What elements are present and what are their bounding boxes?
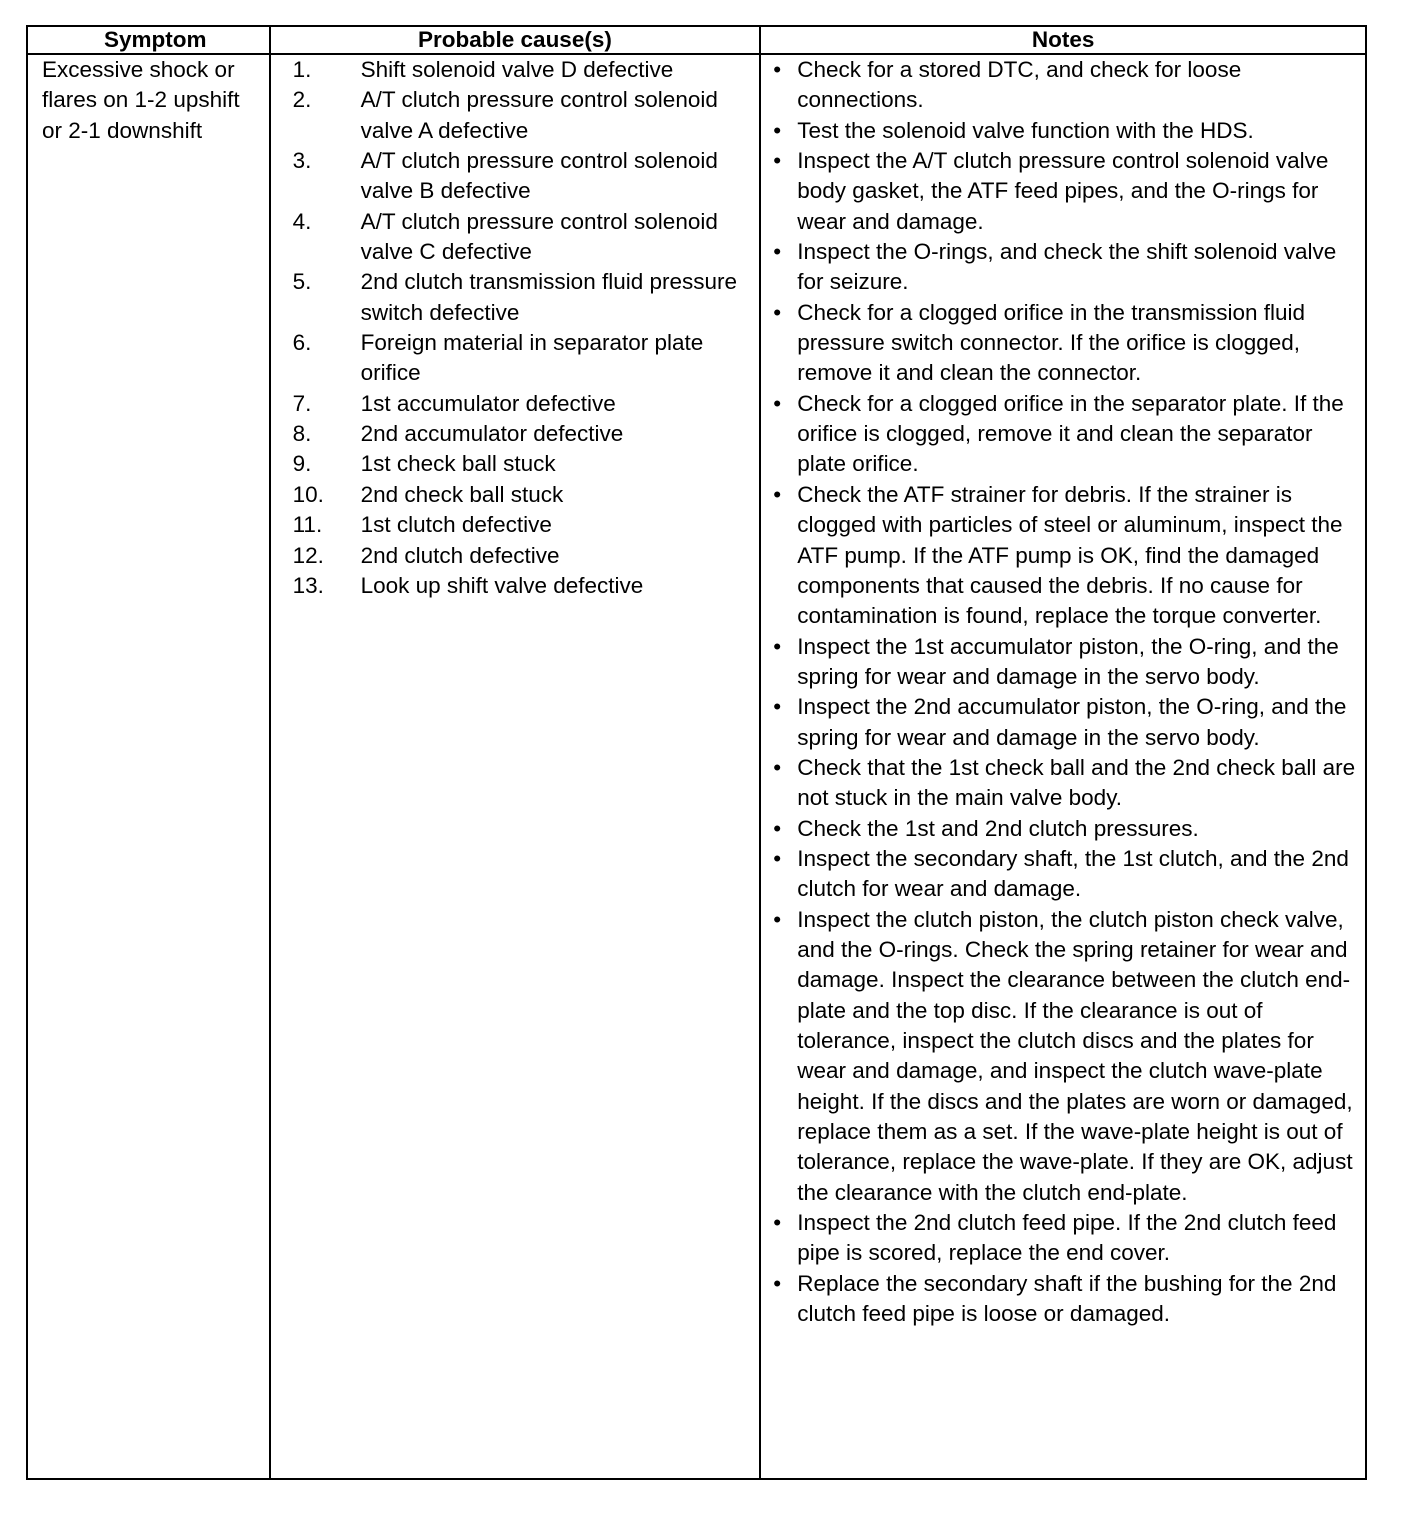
cause-text: A/T clutch pressure control solenoid valve A defective xyxy=(360,87,718,143)
cause-item xyxy=(271,207,760,268)
bullet-icon: • xyxy=(773,57,782,82)
bullet-icon: • xyxy=(773,1210,782,1236)
notes-list xyxy=(761,55,1365,1329)
note-text: Inspect the secondary shaft, the 1st clutch, and the 2nd clutch for wear and damage. xyxy=(797,845,1349,902)
bullet-icon: • xyxy=(773,148,782,174)
cause-number: 12. xyxy=(292,542,324,568)
cause-item xyxy=(271,328,760,389)
note-text: Inspect the 1st accumulator piston, the O-ring, and the spring for wear and damage in the servo body. xyxy=(797,633,1339,689)
cause-text: 2nd accumulator defective xyxy=(360,421,624,447)
note-text: Inspect the clutch piston, the clutch piston check valve, and the O-rings. Check the spring retainer for wear and damage. Inspect the clearance between the clutch end-plate and the top disc. If the clearance is out of tolerance, inspect the clutch discs and the plates for wear and damage, and inspect the clutch wave-plate height. If the discs and the plates are worn or damaged, replace them as a set. If the wave-plate height is out of tolerance, replace the wave-plate. If they are OK, adjust the clearance with the clutch end-plate. xyxy=(797,906,1353,1205)
bullet-icon: • xyxy=(773,481,782,507)
cause-item xyxy=(271,389,760,419)
note-text: Check for a clogged orifice in the separator plate. If the orifice is clogged, remove it and clean the separator plate orifice. xyxy=(797,390,1344,477)
cause-text: 1st clutch defective xyxy=(360,512,552,538)
bullet-icon: • xyxy=(773,239,782,265)
cause-number: 3. xyxy=(292,148,312,174)
cause-number: 5. xyxy=(292,269,312,295)
cause-number: 13. xyxy=(292,572,324,598)
note-text: Check for a stored DTC, and check for loose connections. xyxy=(797,57,1242,113)
note-item xyxy=(773,146,1361,237)
bullet-icon: • xyxy=(773,754,782,780)
cause-item xyxy=(271,449,760,479)
cause-text: 2nd check ball stuck xyxy=(360,481,564,507)
cause-number: 8. xyxy=(292,421,312,447)
note-item xyxy=(773,55,1361,116)
causes-list xyxy=(271,55,760,601)
cause-item xyxy=(271,480,760,510)
symptom-cell: Excessive shock or flares on 1-2 upshift or 2-1 downshift xyxy=(27,54,270,1479)
cause-text: Shift solenoid valve D defective xyxy=(360,57,674,82)
cause-number: 2. xyxy=(292,87,312,113)
cause-text: 1st check ball stuck xyxy=(360,451,556,477)
note-item xyxy=(773,389,1361,480)
cause-number: 1. xyxy=(292,57,312,82)
cause-number: 7. xyxy=(292,390,312,416)
table-row xyxy=(27,54,1366,1479)
cause-text: Foreign material in separator plate orifice xyxy=(360,330,704,386)
note-text: Check for a clogged orifice in the transmission fluid pressure switch connector. If the orifice is clogged, remove it and clean the connector. xyxy=(797,299,1306,386)
note-item xyxy=(773,116,1361,146)
note-item xyxy=(773,298,1361,389)
header-probable-causes: Probable cause(s) xyxy=(270,26,761,54)
cause-item xyxy=(271,267,760,328)
header-symptom: Symptom xyxy=(27,26,270,54)
bullet-icon: • xyxy=(773,906,782,932)
bullet-icon: • xyxy=(773,845,782,871)
bullet-icon: • xyxy=(773,299,782,325)
note-item xyxy=(773,1208,1361,1269)
header-notes: Notes xyxy=(760,26,1366,54)
bullet-icon: • xyxy=(773,694,782,720)
note-text: Test the solenoid valve function with the HDS. xyxy=(797,117,1254,143)
note-text: Inspect the O-rings, and check the shift solenoid valve for seizure. xyxy=(797,239,1337,295)
note-text: Inspect the 2nd accumulator piston, the O-ring, and the spring for wear and damage in the servo body. xyxy=(797,694,1347,750)
note-text: Check the 1st and 2nd clutch pressures. xyxy=(797,815,1199,841)
cause-text: 1st accumulator defective xyxy=(360,390,616,416)
cause-number: 4. xyxy=(292,208,312,234)
bullet-icon: • xyxy=(773,633,782,659)
cause-number: 6. xyxy=(292,330,312,356)
cause-item xyxy=(271,541,760,571)
note-text: Inspect the A/T clutch pressure control solenoid valve body gasket, the ATF feed pipes, and the O-rings for wear and damage. xyxy=(797,148,1329,234)
note-item xyxy=(773,753,1361,814)
note-item xyxy=(773,632,1361,693)
note-text: Check that the 1st check ball and the 2nd check ball are not stuck in the main valve body. xyxy=(797,754,1356,811)
cause-item xyxy=(271,146,760,207)
troubleshooting-table xyxy=(26,25,1367,1480)
cause-text: A/T clutch pressure control solenoid valve B defective xyxy=(360,148,718,204)
cause-item xyxy=(271,85,760,146)
cause-text: 2nd clutch transmission fluid pressure switch defective xyxy=(360,269,738,325)
note-item xyxy=(773,480,1361,632)
causes-cell xyxy=(270,54,761,1479)
bullet-icon: • xyxy=(773,117,782,143)
note-item xyxy=(773,237,1361,298)
cause-number: 10. xyxy=(292,481,324,507)
note-text: Replace the secondary shaft if the bushing for the 2nd clutch feed pipe is loose or damaged. xyxy=(797,1270,1337,1327)
header-row xyxy=(27,26,1366,54)
note-item xyxy=(773,692,1361,753)
bullet-icon: • xyxy=(773,390,782,416)
note-item xyxy=(773,1269,1361,1330)
cause-number: 9. xyxy=(292,451,312,477)
cause-number: 11. xyxy=(292,512,323,538)
cause-text: 2nd clutch defective xyxy=(360,542,560,568)
note-item xyxy=(773,844,1361,905)
cause-text: A/T clutch pressure control solenoid valve C defective xyxy=(360,208,718,265)
bullet-icon: • xyxy=(773,1270,782,1296)
notes-cell xyxy=(760,54,1366,1479)
cause-text: Look up shift valve defective xyxy=(360,572,644,598)
cause-item xyxy=(271,419,760,449)
note-text: Inspect the 2nd clutch feed pipe. If the 2nd clutch feed pipe is scored, replace the end cover. xyxy=(797,1210,1337,1266)
note-text: Check the ATF strainer for debris. If the strainer is clogged with particles of steel or aluminum, inspect the ATF pump. If the ATF pump is OK, find the damaged components that caused the debris. If no cause for contamination is found, replace the torque converter. xyxy=(797,481,1343,629)
note-item xyxy=(773,814,1361,844)
cause-item xyxy=(271,510,760,540)
note-item xyxy=(773,905,1361,1208)
bullet-icon: • xyxy=(773,815,782,841)
cause-item xyxy=(271,55,760,85)
cause-item xyxy=(271,571,760,601)
